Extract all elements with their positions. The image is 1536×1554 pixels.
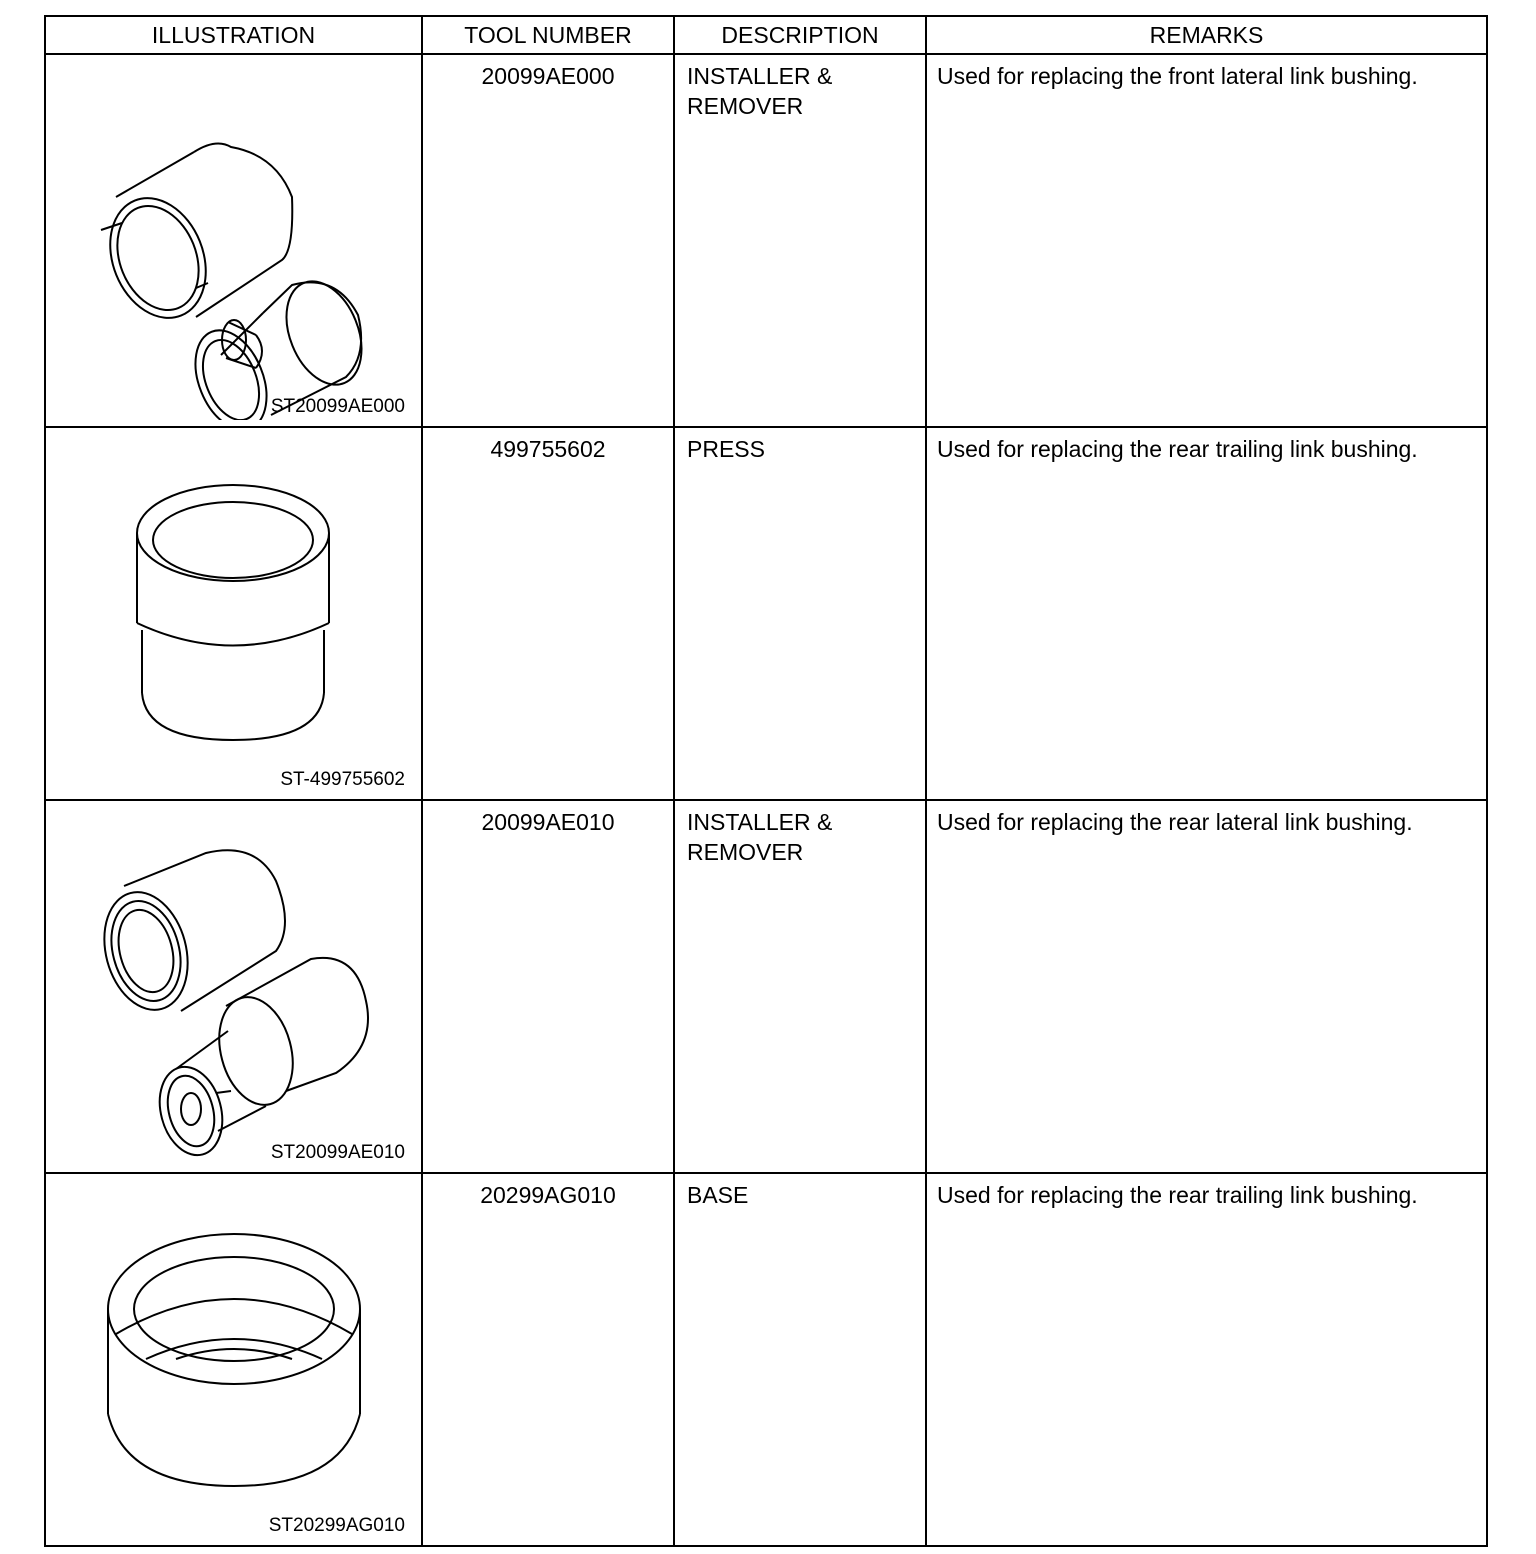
description-cell: INSTALLER & REMOVER (674, 54, 926, 427)
remarks-cell: Used for replacing the rear trailing link bushing. (926, 427, 1487, 800)
header-row (45, 16, 1487, 54)
illustration-code: ST20099AE000 (270, 396, 405, 417)
tool-number-cell: 20099AE000 (422, 54, 674, 427)
table-row (45, 54, 1487, 427)
illustration-code: ST20299AG010 (268, 1515, 405, 1536)
remarks-cell: Used for replacing the front lateral link bushing. (926, 54, 1487, 427)
installer-remover-front-illustration (46, 55, 423, 420)
illustration-cell (45, 54, 422, 427)
header-description: DESCRIPTION (674, 16, 926, 54)
header-illustration: ILLUSTRATION (45, 16, 422, 54)
illustration-cell (45, 1173, 422, 1546)
header-tool-number: TOOL NUMBER (422, 16, 674, 54)
remarks-cell: Used for replacing the rear lateral link bushing. (926, 800, 1487, 1173)
description-cell: BASE (674, 1173, 926, 1546)
header-remarks: REMARKS (926, 16, 1487, 54)
illustration-code: ST-499755602 (280, 769, 405, 790)
tool-number-cell: 499755602 (422, 427, 674, 800)
press-illustration (46, 428, 423, 793)
illustration-cell (45, 427, 422, 800)
table-row (45, 1173, 1487, 1546)
illustration-code: ST20099AE010 (270, 1142, 405, 1163)
description-cell: INSTALLER & REMOVER (674, 800, 926, 1173)
remarks-cell: Used for replacing the rear trailing link bushing. (926, 1173, 1487, 1546)
special-tools-table (44, 15, 1488, 1547)
table-row (45, 800, 1487, 1173)
description-cell: PRESS (674, 427, 926, 800)
table-row (45, 427, 1487, 800)
tool-number-cell: 20099AE010 (422, 800, 674, 1173)
installer-remover-rear-illustration (46, 801, 423, 1166)
tool-number-cell: 20299AG010 (422, 1173, 674, 1546)
base-illustration (46, 1174, 423, 1539)
illustration-cell (45, 800, 422, 1173)
